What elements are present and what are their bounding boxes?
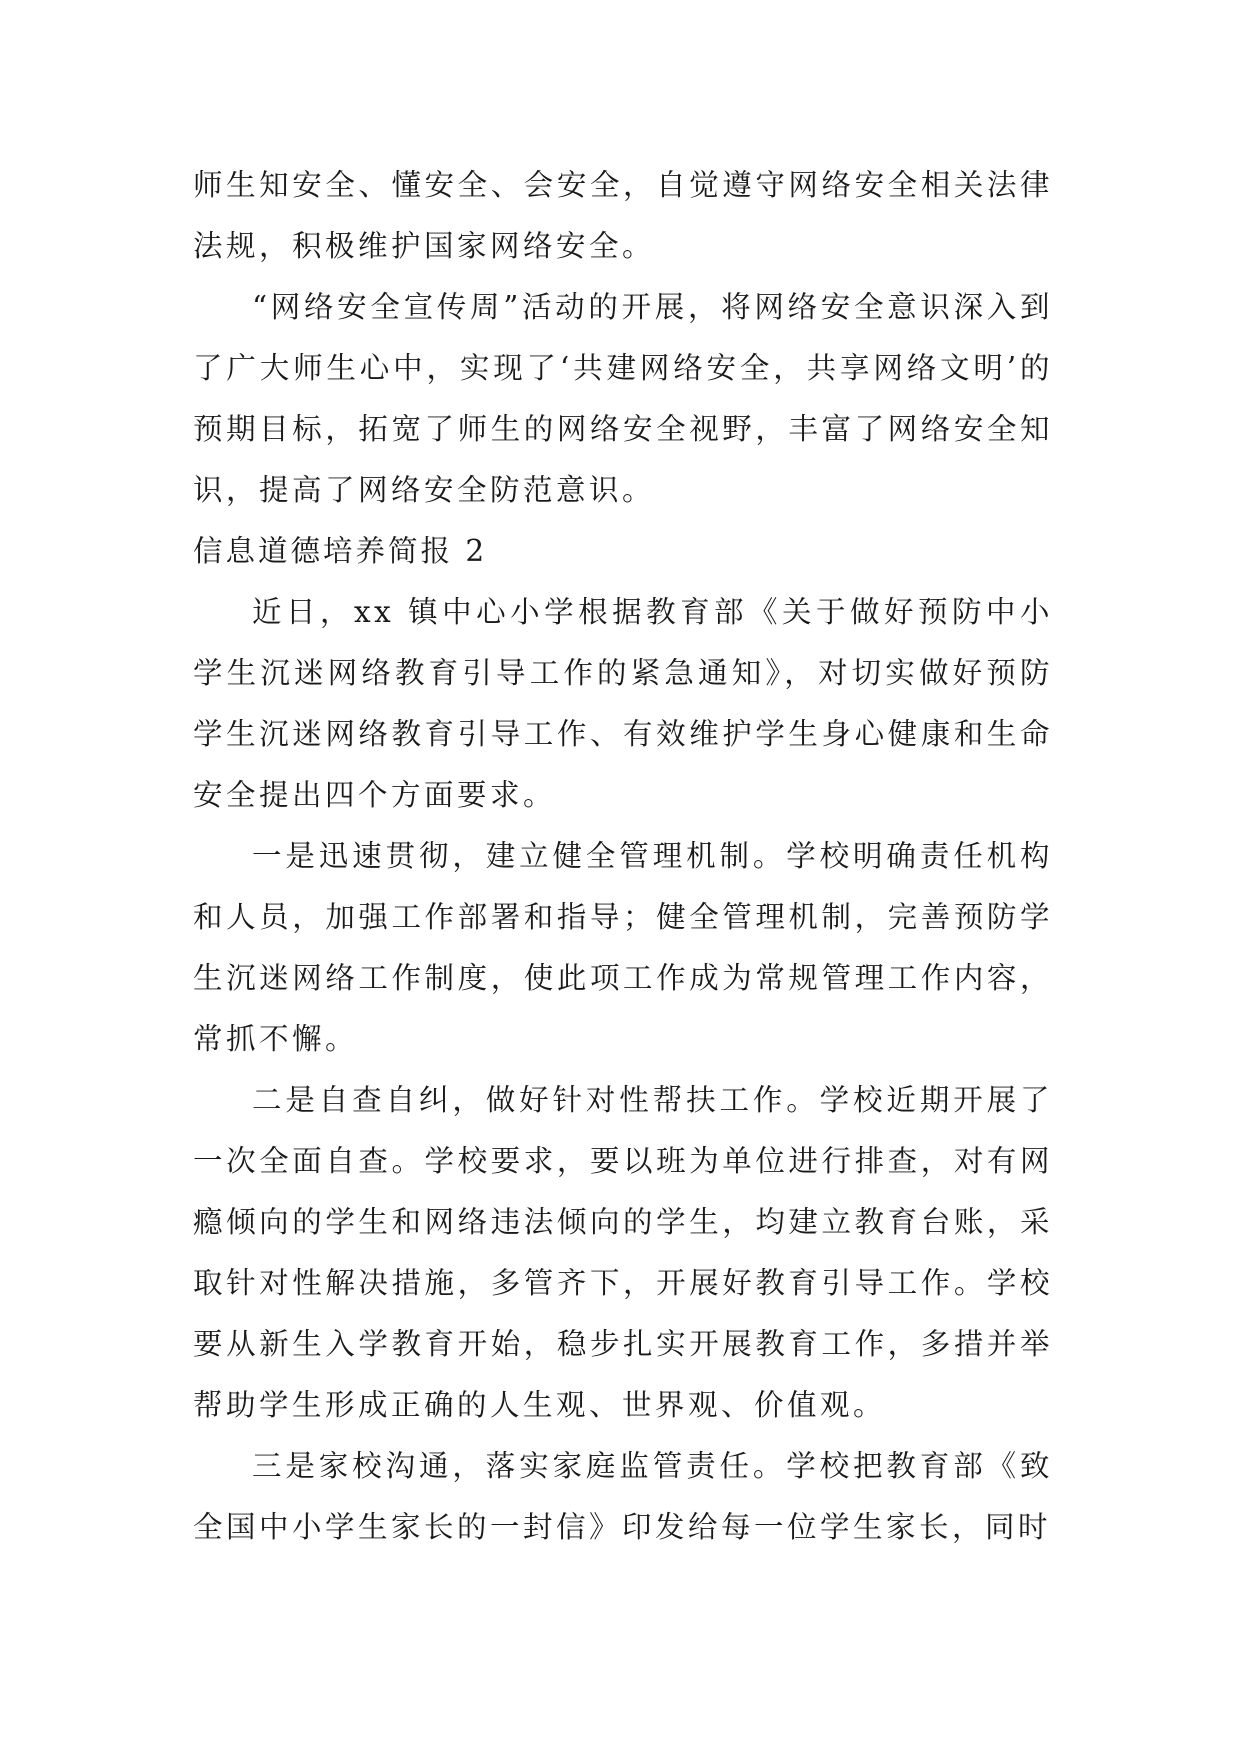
paragraph-security-week-summary: “网络安全宣传周”活动的开展，将网络安全意识深入到了广大师生心中，实现了‘共建网络安全，共享网络文明’的预期目标，拓宽了师生的网络安全视野，丰富了网络安全知识，提高了网络安全防范意识。 bbox=[193, 290, 1053, 507]
paragraph-continuation: 师生知安全、懂安全、会安全，自觉遵守网络安全相关法律法规，积极维护国家网络安全。 bbox=[193, 168, 1053, 263]
paragraph-intro: 近日，xx 镇中心小学根据教育部《关于做好预防中小学生沉迷网络教育引导工作的紧急通知》，对切实做好预防学生沉迷网络教育引导工作、有效维护学生身心健康和生命安全提出四个方面要求。 bbox=[193, 595, 1053, 812]
paragraph-requirement-2: 二是自查自纠，做好针对性帮扶工作。学校近期开展了一次全面自查。学校要求，要以班为单位进行排查，对有网瘾倾向的学生和网络违法倾向的学生，均建立教育台账，采取针对性解决措施，多管齐下，开展好教育引导工作。学校要从新生入学教育开始，稳步扎实开展教育工作，多措并举帮助学生形成正确的人生观、世界观、价值观。 bbox=[193, 1083, 1053, 1422]
paragraph-requirement-1: 一是迅速贯彻，建立健全管理机制。学校明确责任机构和人员，加强工作部署和指导；健全管理机制，完善预防学生沉迷网络工作制度，使此项工作成为常规管理工作内容，常抓不懈。 bbox=[193, 839, 1053, 1056]
section-heading: 信息道德培养简报 2 bbox=[193, 534, 488, 568]
paragraph-requirement-3: 三是家校沟通，落实家庭监管责任。学校把教育部《致全国中小学生家长的一封信》印发给每一位学生家长，同时 bbox=[193, 1449, 1053, 1544]
document-body bbox=[193, 155, 1053, 1558]
